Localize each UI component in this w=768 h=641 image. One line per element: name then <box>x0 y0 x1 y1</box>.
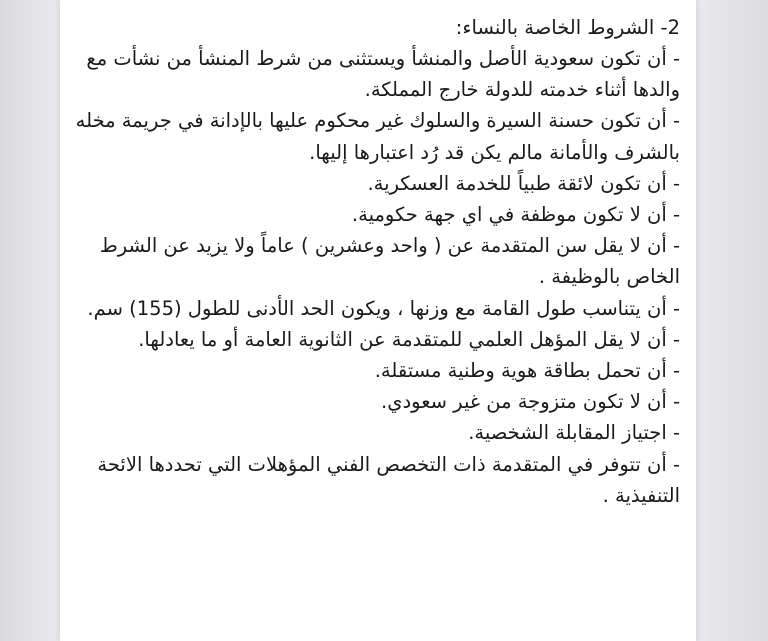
condition-item-education: - أن لا يقل المؤهل العلمي للمتقدمة عن الثانوية العامة أو ما يعادلها. <box>138 327 680 351</box>
condition-item-id-card: - أن تحمل بطاقة هوية وطنية مستقلة. <box>374 359 680 383</box>
condition-item-interview: - اجتياز المقابلة الشخصية. <box>468 421 680 445</box>
document-page <box>60 0 696 641</box>
condition-item-origin: - أن تكون سعودية الأصل والمنشأ ويستثنى من شرط المنشأ من نشأت مع والدها أثناء خدمته للدولة خارج المملكة. <box>86 47 680 102</box>
condition-item-conduct: - أن تكون حسنة السيرة والسلوك غير محكوم عليها بالإدانة في جريمة مخله بالشرف والأمانة مالم يكن قد رُد اعتبارها إليها. <box>75 109 680 164</box>
background-right <box>698 0 768 641</box>
condition-item-medical: - أن تكون لائقة طبياً للخدمة العسكرية. <box>367 171 680 195</box>
conditions-section <box>68 12 680 511</box>
background-left <box>0 0 56 641</box>
condition-item-qualifications: - أن تتوفر في المتقدمة ذات التخصص الفني المؤهلات التي تحددها الائحة التنفيذية . <box>97 452 680 507</box>
section-heading: 2- الشروط الخاصة بالنساء: <box>455 16 680 39</box>
condition-item-marriage: - أن لا تكون متزوجة من غير سعودي. <box>381 390 680 414</box>
condition-item-age: - أن لا يقل سن المتقدمة عن ( واحد وعشرين ) عاماً ولا يزيد عن الشرط الخاص بالوظيفة . <box>99 234 680 289</box>
condition-item-height: - أن يتناسب طول القامة مع وزنها ، ويكون الحد الأدنى للطول (155) سم. <box>87 296 680 320</box>
condition-item-employment: - أن لا تكون موظفة في اي جهة حكومية. <box>351 203 680 227</box>
